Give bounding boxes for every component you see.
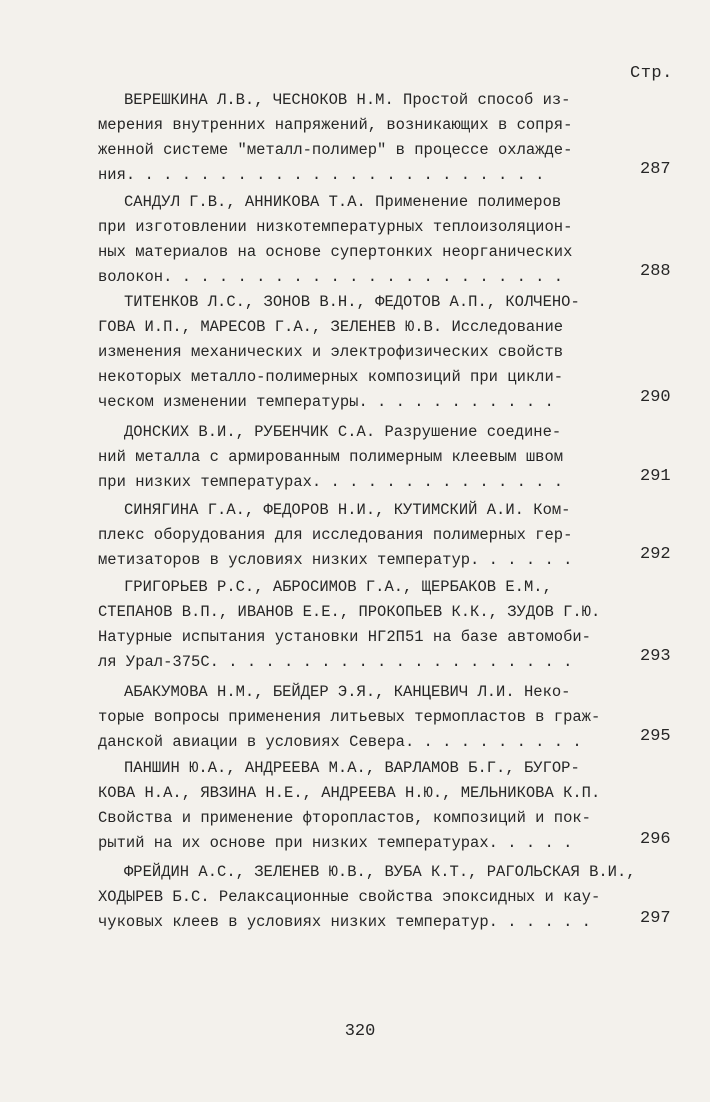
entry-line: при изготовлении низкотемпературных теплоизоляцион- (98, 218, 573, 236)
entry-line: ГОВА И.П., МАРЕСОВ Г.А., ЗЕЛЕНЕВ Ю.В. Исследование (98, 318, 564, 336)
entry-line: ний металла с армированным полимерным клеевым швом (98, 448, 564, 466)
toc-entry (98, 498, 603, 573)
toc-entry (98, 88, 603, 188)
entry-line: ГРИГОРЬЕВ Р.С., АБРОСИМОВ Г.А., ЩЕРБАКОВ Е.М., (124, 578, 552, 596)
entry-page-number: 291 (640, 467, 671, 486)
entry-line: при низких температурах. . . . . . . . . . . . . . (98, 473, 564, 491)
entry-line: Натурные испытания установки НГ2П51 на базе автомоби- (98, 628, 591, 646)
entry-page-number: 292 (640, 545, 671, 564)
toc-entry (98, 290, 603, 415)
entry-line: некоторых металло-полимерных композиций при цикли- (98, 368, 564, 386)
entry-line: ПАНШИН Ю.А., АНДРЕЕВА М.А., ВАРЛАМОВ Б.Г., БУГОР- (124, 759, 580, 777)
entry-line: ля Урал-375С. . . . . . . . . . . . . . . . . . . . (98, 653, 573, 671)
entry-line: ХОДЫРЕВ Б.С. Релаксационные свойства эпоксидных и кау- (98, 888, 601, 906)
toc-entry (98, 756, 603, 856)
entry-page-number: 295 (640, 727, 671, 746)
entry-line: ФРЕЙДИН А.С., ЗЕЛЕНЕВ Ю.В., ВУБА К.Т., РАГОЛЬСКАЯ В.И., (124, 863, 636, 881)
toc-entry (98, 860, 636, 935)
entry-line: ВЕРЕШКИНА Л.В., ЧЕСНОКОВ Н.М. Простой способ из- (124, 91, 571, 109)
entry-line: ния. . . . . . . . . . . . . . . . . . . . . . . (98, 166, 545, 184)
entry-line: изменения механических и электрофизических свойств (98, 343, 564, 361)
entry-line: плекс оборудования для исследования полимерных гер- (98, 526, 573, 544)
toc-entry (98, 680, 603, 755)
entry-page-number: 293 (640, 647, 671, 666)
entry-line: СТЕПАНОВ В.П., ИВАНОВ Е.Е., ПРОКОПЬЕВ К.К., ЗУДОВ Г.Ю. (98, 603, 601, 621)
toc-entry (98, 420, 603, 495)
entry-page-number: 297 (640, 909, 671, 928)
toc-entry (98, 190, 603, 290)
entry-line: ТИТЕНКОВ Л.С., ЗОНОВ В.Н., ФЕДОТОВ А.П., КОЛЧЕНО- (124, 293, 580, 311)
entry-line: СИНЯГИНА Г.А., ФЕДОРОВ Н.И., КУТИМСКИЙ А.И. Ком- (124, 501, 571, 519)
entry-line: женной системе "металл-полимер" в процессе охлажде- (98, 141, 573, 159)
entry-line: ных материалов на основе супертонких неорганических (98, 243, 573, 261)
entry-page-number: 288 (640, 262, 671, 281)
entry-line: мерения внутренних напряжений, возникающих в сопря- (98, 116, 573, 134)
entry-line: ческом изменении температуры. . . . . . . . . . . (98, 393, 554, 411)
entry-line: ДОНСКИХ В.И., РУБЕНЧИК С.А. Разрушение соедине- (124, 423, 562, 441)
entry-line: волокон. . . . . . . . . . . . . . . . . . . . . . (98, 268, 564, 286)
entry-line: метизаторов в условиях низких температур. . . . . . (98, 551, 573, 569)
entry-line: чуковых клеев в условиях низких температур. . . . . . (98, 913, 591, 931)
entry-page-number: 296 (640, 830, 671, 849)
entry-line: Свойства и применение фторопластов, композиций и пок- (98, 809, 591, 827)
entry-line: торые вопросы применения литьевых термопластов в граж- (98, 708, 601, 726)
entry-line: САНДУЛ Г.В., АННИКОВА Т.А. Применение полимеров (124, 193, 562, 211)
entry-line: данской авиации в условиях Севера. . . . . . . . . . (98, 733, 582, 751)
entry-page-number: 290 (640, 388, 671, 407)
entry-line: рытий на их основе при низких температурах. . . . . (98, 834, 573, 852)
entry-line: КОВА Н.А., ЯВЗИНА Н.Е., АНДРЕЕВА Н.Ю., МЕЛЬНИКОВА К.П. (98, 784, 601, 802)
entry-line: АБАКУМОВА Н.М., БЕЙДЕР Э.Я., КАНЦЕВИЧ Л.И. Неко- (124, 683, 571, 701)
toc-entry (98, 575, 603, 675)
page-column-header: Стр. (630, 64, 673, 83)
page-folio-number: 320 (344, 1022, 376, 1041)
entry-page-number: 287 (640, 160, 671, 179)
